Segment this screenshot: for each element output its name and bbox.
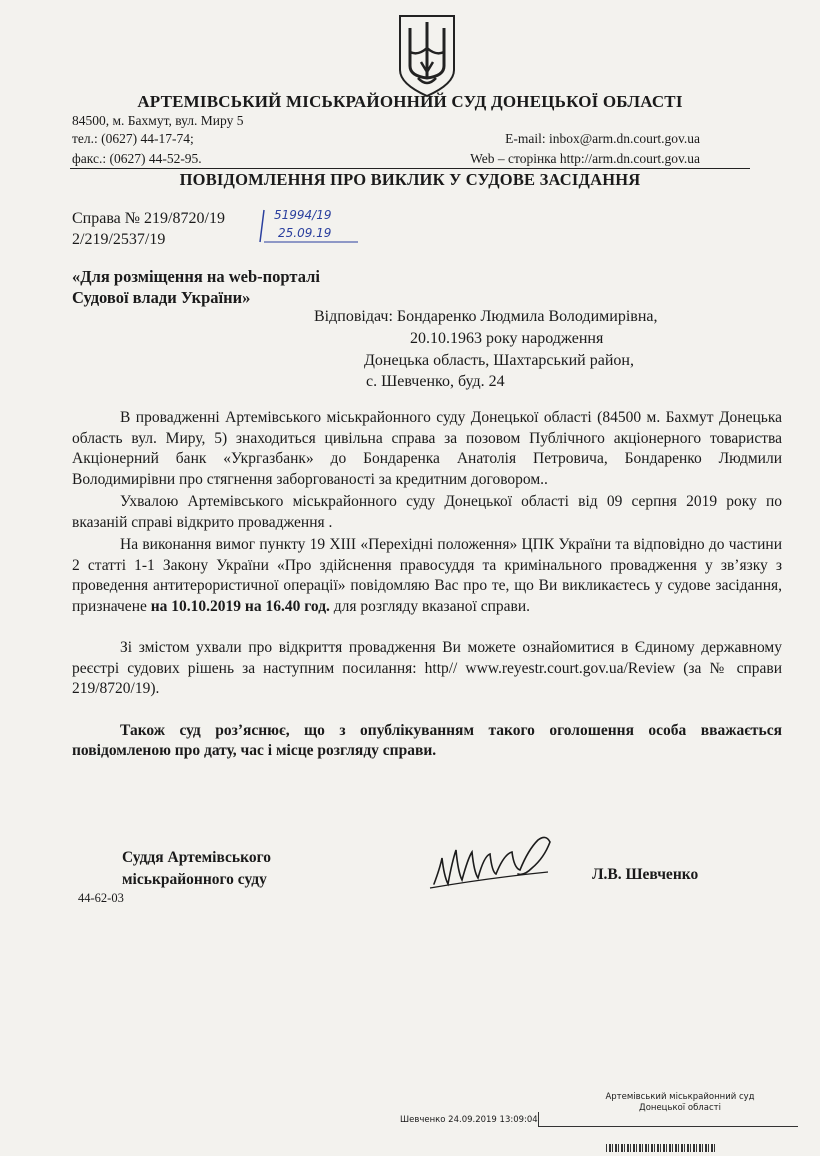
trident-emblem-icon — [396, 12, 458, 98]
summons-text: На виконання вимог пункту 19 XIII «Перехідні положення» ЦПК України та відповідно до частини 2 статті 1-1 Закону України «Про здійснення правосуддя та кримінального провадження у зв’язку з проведення антитерористичної операції» повідомляю Вас про те, що Ви викликаєтесь у судове засідання, призначене — [72, 536, 782, 615]
recipient-region: Донецька область, Шахтарський район, — [364, 352, 634, 369]
court-phone: тел.: (0627) 44-17-74; — [72, 131, 194, 146]
recipient-birthdate: 20.10.1963 року народження — [410, 330, 604, 347]
judge-name: Л.В. Шевченко — [592, 866, 699, 883]
handwritten-reg-number: 51994/19 — [274, 208, 332, 222]
paragraph-case-description: В провадженні Артемівського міськрайонного суду Донецької області (84500 м. Бахмут Донецька область вул. Миру, 5) знаходиться цивільна справа за позовом Публічного акціонерного товариства Акціонерний банк «Укргазбанк» до Бондаренка Анатолія Петровича, Бондаренко Людмили Володимирівни про стягнення заборгованості за кредитним договором.. — [72, 409, 782, 488]
registration-org-line: Артемівський міськрайонний суд — [605, 1092, 755, 1102]
judge-title — [122, 847, 271, 891]
court-fax: факс.: (0627) 44-52-95. — [72, 151, 202, 166]
notice-body — [72, 408, 782, 762]
registration-organization — [560, 1092, 800, 1114]
registration-stamp: Шевченко 24.09.2019 13:09:04 — [400, 1115, 538, 1125]
header-divider — [70, 168, 750, 169]
judge-title-line: міськрайонного суду — [122, 871, 267, 888]
court-email: E-mail: inbox@arm.dn.court.gov.ua — [505, 131, 700, 146]
court-name: АРТЕМІВСЬКИЙ МІСЬКРАЙОННИЙ СУД ДОНЕЦЬКОЇ ОБЛАСТІ — [137, 92, 683, 111]
registration-org-line: Донецької області — [639, 1103, 721, 1113]
judge-title-line: Суддя Артемівського — [122, 849, 272, 866]
document-title: ПОВІДОМЛЕННЯ ПРО ВИКЛИК У СУДОВЕ ЗАСІДАННЯ — [179, 170, 641, 189]
paragraph-summons — [72, 535, 782, 617]
handwritten-registration-mark — [258, 208, 362, 244]
paragraph-registry-link: Зі змістом ухвали про відкриття провадження Ви можете ознайомитися в Єдиному державному реєстрі судових рішень за наступним посилання: http// www.reyestr.court.gov.ua/Review (за № справи 219/8720/19). — [72, 639, 782, 697]
case-number: Справа № 219/8720/19 — [72, 210, 225, 227]
portal-note-line: Судової влади України» — [72, 288, 251, 307]
case-proceeding-number: 2/219/2537/19 — [72, 231, 166, 248]
portal-placement-note — [72, 266, 320, 308]
registration-box-edge — [538, 1112, 539, 1126]
handwritten-reg-date: 25.09.19 — [278, 226, 332, 240]
recipient-village: с. Шевченко, буд. 24 — [366, 373, 505, 390]
summons-purpose: для розгляду вказаної справи. — [333, 597, 531, 615]
court-address: 84500, м. Бахмут, вул. Миру 5 — [72, 113, 244, 128]
paragraph-ruling: Ухвалою Артемівського міськрайонного суду Донецької області від 09 серпня 2019 року по вказаній справі відкрито провадження . — [72, 493, 782, 531]
hearing-datetime: на 10.10.2019 на 16.40 год. — [150, 597, 330, 615]
recipient-name: Відповідач: Бондаренко Людмила Володимирівна, — [314, 308, 658, 325]
handwritten-signature-icon — [428, 828, 588, 900]
judge-phone: 44-62-03 — [78, 891, 124, 905]
portal-note-line: «Для розміщення на web-порталі — [72, 267, 320, 286]
barcode-icon — [606, 1144, 716, 1152]
paragraph-notice-effect: Також суд роз’яснює, що з опублікуванням такого оголошення особа вважається повідомленою про дату, час і місце розгляду справи. — [72, 721, 782, 759]
registration-underline — [538, 1126, 798, 1127]
court-website: Web – сторінка http://arm.dn.court.gov.ua — [470, 151, 700, 166]
